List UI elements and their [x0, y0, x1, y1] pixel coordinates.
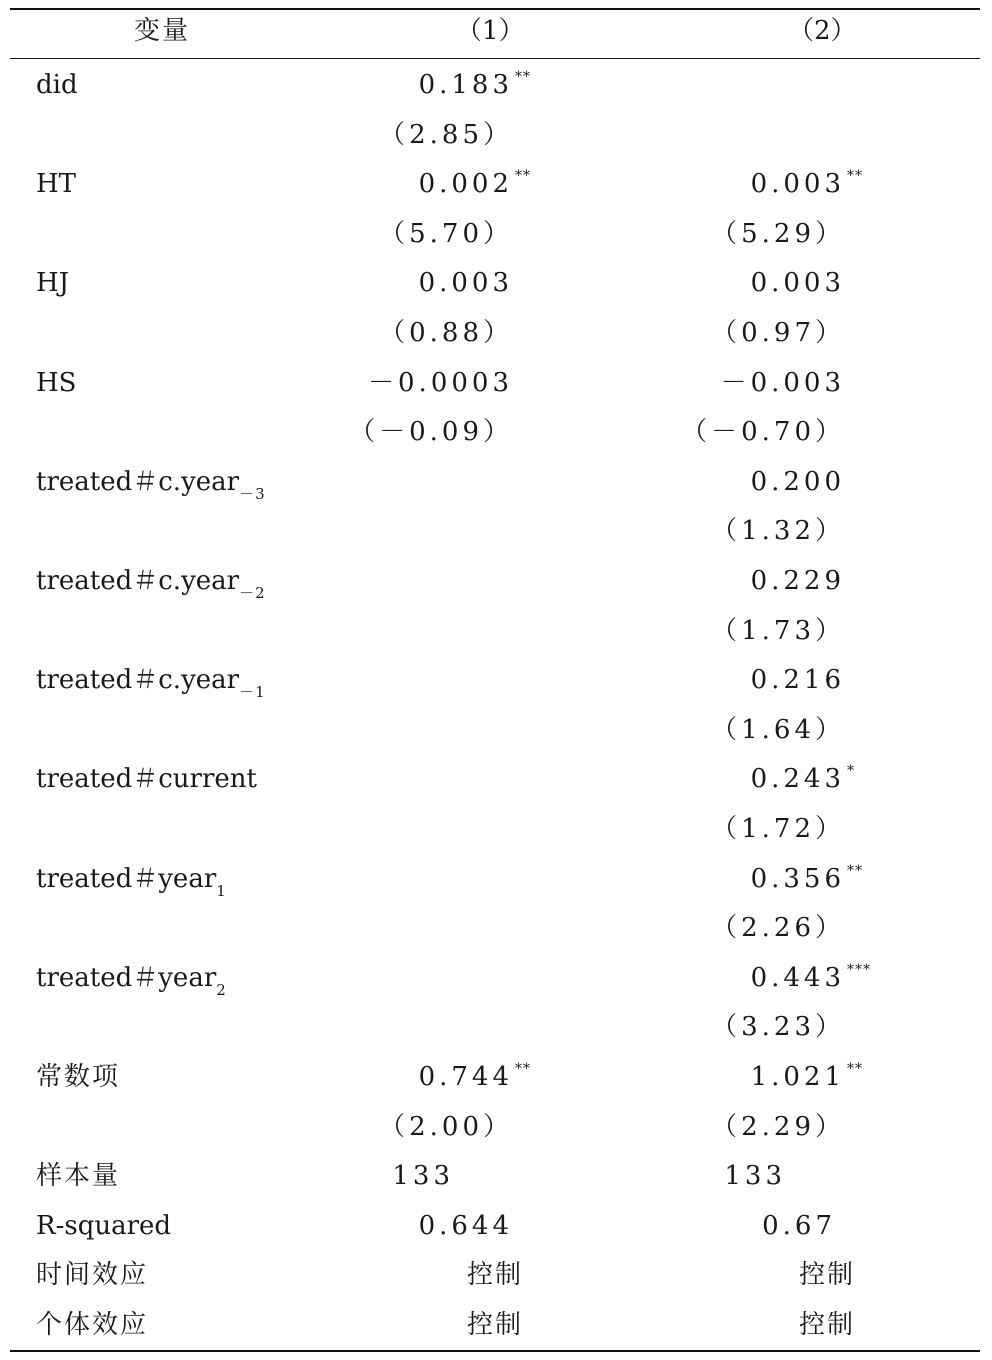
col2-cell-value: －0.003 — [720, 367, 845, 398]
significance-stars: ** — [847, 862, 863, 879]
col2-cell — [711, 1112, 845, 1142]
col1-cell — [419, 169, 531, 203]
top-rule — [10, 8, 980, 10]
row-label-subscript: －2 — [239, 584, 266, 602]
col2-cell — [751, 963, 871, 997]
significance-stars: ** — [515, 69, 531, 85]
col2-cell-value: （1.64） — [711, 714, 845, 745]
col1-cell-value: －0.0003 — [368, 367, 513, 398]
col2-cell — [751, 864, 863, 898]
col2-cell — [762, 1211, 836, 1241]
col2-cell — [711, 616, 845, 646]
col1-cell — [379, 318, 513, 348]
significance-stars: * — [847, 763, 855, 780]
col1-cell — [419, 1062, 531, 1096]
row-label-subscript: －3 — [239, 484, 266, 503]
col2-cell-value: （1.72） — [711, 814, 845, 844]
col2-cell — [724, 1161, 786, 1191]
col1-cell-value: （5.70） — [379, 218, 513, 249]
row-label — [36, 764, 257, 794]
row-label-subscript: －1 — [239, 683, 266, 702]
row-label-text: treated＃year — [36, 863, 217, 894]
row-label-text: treated＃current — [36, 764, 257, 795]
col2-cell-value: 133 — [724, 1161, 786, 1192]
col1-cell — [419, 268, 513, 298]
row-label-text: treated＃year — [36, 962, 217, 993]
col1-cell-value: 0.183 — [418, 70, 513, 100]
row-label-text: HS — [36, 367, 77, 398]
row-label-text: did — [36, 70, 78, 100]
row-label — [36, 566, 266, 602]
col2-cell-value: 0.229 — [750, 566, 845, 596]
col1-cell-value: 0.003 — [418, 268, 513, 299]
col2-cell — [751, 268, 845, 298]
row-label-text: HT — [36, 169, 77, 200]
bottom-rule — [10, 1350, 980, 1352]
col2-cell-value: （2.26） — [711, 913, 845, 944]
row-label-subscript: 2 — [216, 980, 227, 999]
row-label — [36, 368, 77, 398]
col2-cell — [711, 715, 845, 745]
col1-cell-value: 控制 — [466, 1310, 523, 1340]
col2-cell — [751, 1062, 863, 1096]
row-label-text: treated＃c.year — [36, 566, 240, 596]
col2-cell-value: 0.67 — [762, 1210, 836, 1241]
col2-cell-value: （0.97） — [711, 318, 845, 348]
col2-cell-value: 控制 — [798, 1310, 855, 1340]
col1-cell — [379, 120, 513, 150]
col2-cell — [711, 318, 845, 348]
col2-cell-value: （－0.70） — [681, 417, 845, 448]
row-label — [36, 1161, 120, 1191]
col2-cell-value: 0.356 — [750, 863, 845, 894]
row-label — [36, 1260, 148, 1290]
significance-stars: ** — [847, 1061, 863, 1077]
col1-cell-value: （0.88） — [379, 318, 513, 348]
row-label — [36, 169, 76, 199]
col2-cell-value: 0.003 — [750, 268, 845, 299]
col2-cell — [711, 516, 845, 546]
col2-cell — [751, 566, 845, 596]
col1-cell-value: 0.744 — [418, 1062, 513, 1092]
col2-cell-value: 0.443 — [750, 962, 845, 993]
col2-cell — [751, 169, 863, 203]
col2-cell-value: 控制 — [798, 1260, 855, 1291]
col2-cell — [799, 1260, 855, 1290]
header-rule — [10, 58, 980, 59]
col1-cell — [467, 1310, 523, 1340]
col1-cell-value: （－0.09） — [349, 417, 513, 448]
col2-cell-value: （1.32） — [711, 516, 845, 547]
header-col2: （2） — [788, 16, 857, 46]
row-label-text: 个体效应 — [36, 1310, 149, 1340]
row-label — [36, 1211, 171, 1241]
row-label-text: HJ — [36, 268, 70, 299]
significance-stars: ** — [515, 1061, 531, 1077]
significance-stars: ** — [515, 168, 531, 185]
col1-cell-value: 控制 — [466, 1260, 523, 1291]
col2-cell — [711, 219, 845, 249]
row-label-text: 时间效应 — [36, 1260, 149, 1291]
row-label-text: 常数项 — [36, 1062, 121, 1092]
col2-cell — [711, 913, 845, 943]
col1-cell — [379, 219, 513, 249]
row-label — [36, 665, 266, 702]
col2-cell-value: （2.29） — [711, 1111, 845, 1142]
header-variable: 变量 — [134, 16, 191, 46]
col2-cell — [751, 467, 845, 497]
row-label — [36, 70, 78, 100]
row-label-text: treated＃c.year — [36, 466, 240, 497]
row-label-subscript: 1 — [216, 881, 227, 900]
header-col1: （1） — [456, 16, 525, 46]
col2-cell-value: （5.29） — [711, 218, 845, 249]
col2-cell-value: 0.200 — [750, 466, 845, 497]
col2-cell-value: 1.021 — [750, 1062, 845, 1092]
col1-cell-value: 133 — [392, 1161, 454, 1192]
significance-stars: ** — [847, 168, 863, 185]
col2-cell — [751, 764, 855, 798]
row-label-text: treated＃c.year — [36, 665, 240, 696]
col2-cell — [711, 1012, 845, 1042]
row-label — [36, 962, 227, 999]
col2-cell-value: 0.216 — [750, 665, 845, 696]
row-label-text: 样本量 — [36, 1161, 121, 1192]
col1-cell — [368, 368, 513, 398]
row-label — [36, 268, 69, 298]
col1-cell — [467, 1260, 523, 1290]
col1-cell — [419, 70, 531, 104]
row-label — [36, 1062, 120, 1092]
col2-cell — [711, 814, 845, 844]
col2-cell — [681, 417, 845, 447]
col1-cell-value: （2.85） — [379, 119, 513, 150]
row-label — [36, 466, 266, 503]
col2-cell — [799, 1310, 855, 1340]
col2-cell-value: 0.243 — [750, 764, 845, 795]
row-label — [36, 1310, 148, 1340]
col1-cell-value: 0.644 — [418, 1210, 513, 1241]
col1-cell-value: （2.00） — [379, 1111, 513, 1142]
col1-cell — [379, 1112, 513, 1142]
col2-cell-value: （1.73） — [711, 615, 845, 646]
col2-cell — [721, 368, 845, 398]
col2-cell-value: 0.003 — [750, 169, 845, 200]
significance-stars: *** — [847, 961, 871, 978]
row-label — [36, 863, 227, 900]
col2-cell-value: （3.23） — [711, 1012, 845, 1043]
col1-cell — [392, 1161, 454, 1191]
col1-cell — [349, 417, 513, 447]
col1-cell-value: 0.002 — [418, 169, 513, 200]
col1-cell — [419, 1211, 513, 1241]
regression-table — [10, 0, 982, 1360]
col2-cell — [751, 665, 845, 695]
row-label-text: R-squared — [36, 1210, 172, 1241]
